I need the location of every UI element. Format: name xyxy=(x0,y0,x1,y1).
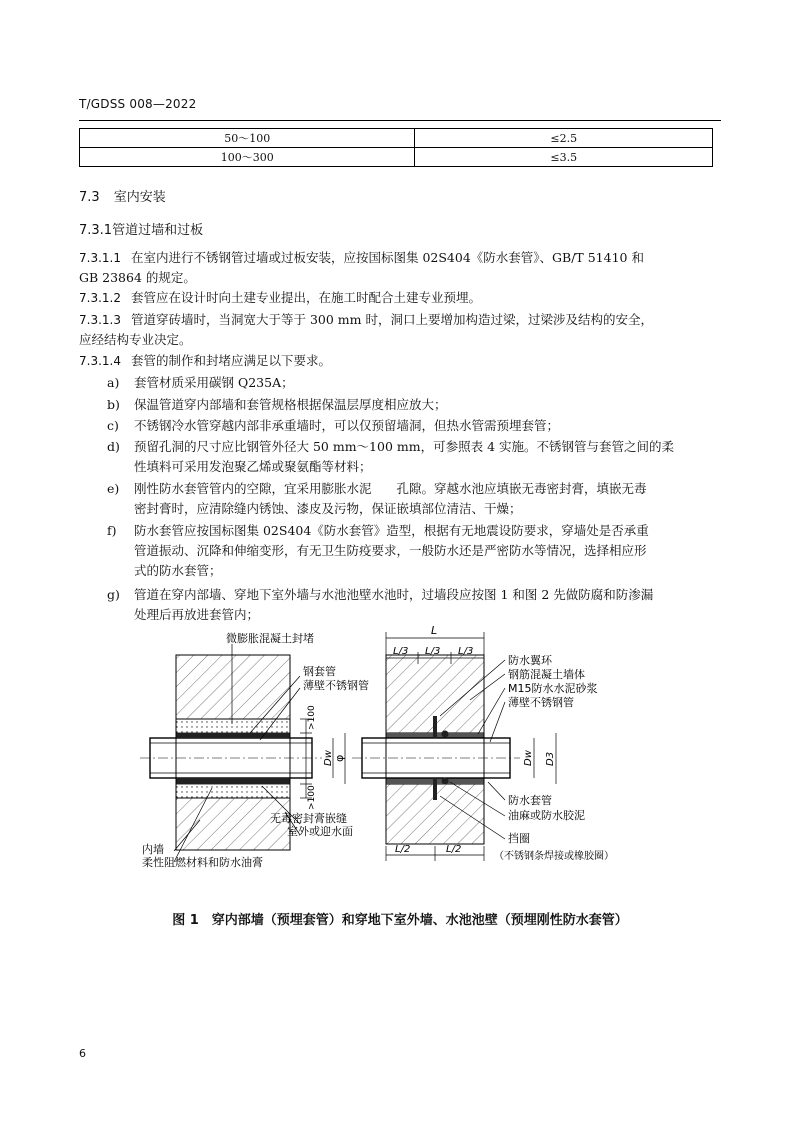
dim-dw-right: Dw xyxy=(523,750,534,766)
section-number: 7.3 xyxy=(79,190,100,205)
dim-d3: D3 xyxy=(545,751,556,766)
dim-half: L/2 xyxy=(395,844,411,855)
dim-third: L/3 xyxy=(458,646,474,657)
list-item-text: 处理后再放进套管内； xyxy=(134,607,260,622)
label-steel-sleeve: 钢套管 xyxy=(303,665,336,678)
table-cell: ≤2.5 xyxy=(415,129,713,148)
label-retainer: 挡圈 xyxy=(508,832,530,845)
clause-number: 7.3.1.2 xyxy=(79,291,121,305)
dim-third: L/3 xyxy=(393,646,409,657)
list-item-text: 不锈钢冷水管穿越内部非承重墙时，可以仅预留墙洞，但热水管需预埋套管； xyxy=(134,418,560,433)
label-outdoor-face: 室外或迎水面 xyxy=(287,825,353,838)
list-item-text: 管道振动、沉降和伸缩变形，有无卫生防疫要求，一般防水还是严密防水等情况，选择相应形 xyxy=(134,543,647,558)
list-item-text: 预留孔洞的尺寸应比钢管外径大 50 mm～100 mm，可参照表 4 实施。不锈钢管与套管之间的柔 xyxy=(134,439,674,454)
label-putty: 油麻或防水胶泥 xyxy=(508,809,585,822)
dim-L: L xyxy=(431,624,438,637)
clause-text: 套管的制作和封堵应满足以下要求。 xyxy=(130,353,331,368)
list-item-text: 密封膏时，应清除缝内锈蚀、漆皮及污物，保证嵌填部位清洁、干燥； xyxy=(134,501,522,516)
list-item-label: d) xyxy=(107,439,120,454)
label-thin-pipe-right: 薄壁不锈钢管 xyxy=(508,696,574,709)
section-title: 室内安装 xyxy=(113,190,166,205)
label-seal-bottom: 无毒密封膏嵌缝 xyxy=(270,812,347,825)
clause-text-line: 应经结构专业决定。 xyxy=(79,332,192,347)
list-item-label: b) xyxy=(107,397,120,412)
list-item-label: e) xyxy=(107,481,120,496)
list-item-text: 保温管道穿内部墙和套管规格根据保温层厚度相应放大； xyxy=(134,397,447,412)
list-item-text: 性填料可采用发泡聚乙烯或聚氨酯等材料； xyxy=(134,459,372,474)
dim-phi: φ xyxy=(333,754,346,762)
subsection-number: 7.3.1 xyxy=(79,223,113,238)
clause-text-line: GB 23864 的规定。 xyxy=(79,270,196,285)
list-item-label: f) xyxy=(107,523,117,538)
subsection-title: 管道过墙和过板 xyxy=(112,223,204,238)
table-cell: ≤3.5 xyxy=(415,148,713,167)
list-item-label: g) xyxy=(107,587,120,602)
label-inner-wall: 内墙 xyxy=(142,843,164,856)
label-wing-ring: 防水翼环 xyxy=(508,654,552,667)
list-item-text: 式的防水套管； xyxy=(134,563,222,578)
list-item-label: a) xyxy=(107,375,120,390)
dim-dw-left: Dw xyxy=(323,750,334,766)
dim-bottom: >100 xyxy=(307,785,317,810)
label-flexible-fill: 柔性阻燃材料和防水油膏 xyxy=(142,856,263,869)
table-cell: 100～300 xyxy=(80,148,415,167)
clause-number: 7.3.1.1 xyxy=(79,251,121,265)
list-item-text: 防水套管应按国标图集 02S404《防水套管》造型，根据有无地震设防要求，穿墙处是否承重 xyxy=(134,523,649,538)
clause-number: 7.3.1.4 xyxy=(79,354,121,368)
clause-text: 在室内进行不锈钢管过墙或过板安装，应按国标图集 02S404《防水套管》、GB/T 51410 和 xyxy=(130,250,644,265)
label-mortar: M15防水水泥砂浆 xyxy=(508,682,598,695)
label-seal-top: 微膨胀混凝土封堵 xyxy=(226,632,314,645)
figure-caption: 图 1 穿内部墙（预埋套管）和穿地下室外墙、水池池壁（预埋刚性防水套管） xyxy=(172,913,628,928)
document-code: T/GDSS 008—2022 xyxy=(79,97,197,111)
clause-text: 管道穿砖墙时，当洞宽大于等于 300 mm 时，洞口上要增加构造过梁，过梁涉及结构的安全， xyxy=(130,312,653,327)
list-item-label: c) xyxy=(107,418,119,433)
clause-number: 7.3.1.3 xyxy=(79,313,121,327)
page-number: 6 xyxy=(79,1047,86,1060)
list-item-text: 套管材质采用碳钢 Q235A； xyxy=(134,375,294,390)
dim-half: L/2 xyxy=(446,844,462,855)
table-cell: 50～100 xyxy=(80,129,415,148)
label-rc-wall: 钢筋混凝土墙体 xyxy=(508,668,585,681)
label-thin-pipe: 薄壁不锈钢管 xyxy=(303,679,369,692)
list-item-text: 管道在穿内部墙、穿地下室外墙与水池池壁水池时，过墙段应按图 1 和图 2 先做防腐和防渗漏 xyxy=(134,587,654,602)
label-sleeve: 防水套管 xyxy=(508,794,552,807)
label-retainer-note: （不锈钢条焊接或橡胶圈） xyxy=(494,851,614,862)
dim-top: >100 xyxy=(307,705,317,730)
dim-third: L/3 xyxy=(425,646,441,657)
list-item-text: 刚性防水套管管内的空隙，宜采用膨胀水泥 孔隙。穿越水池应填嵌无毒密封膏，填嵌无毒 xyxy=(134,481,647,496)
clause-text: 套管应在设计时向土建专业提出，在施工时配合土建专业预埋。 xyxy=(130,290,481,305)
